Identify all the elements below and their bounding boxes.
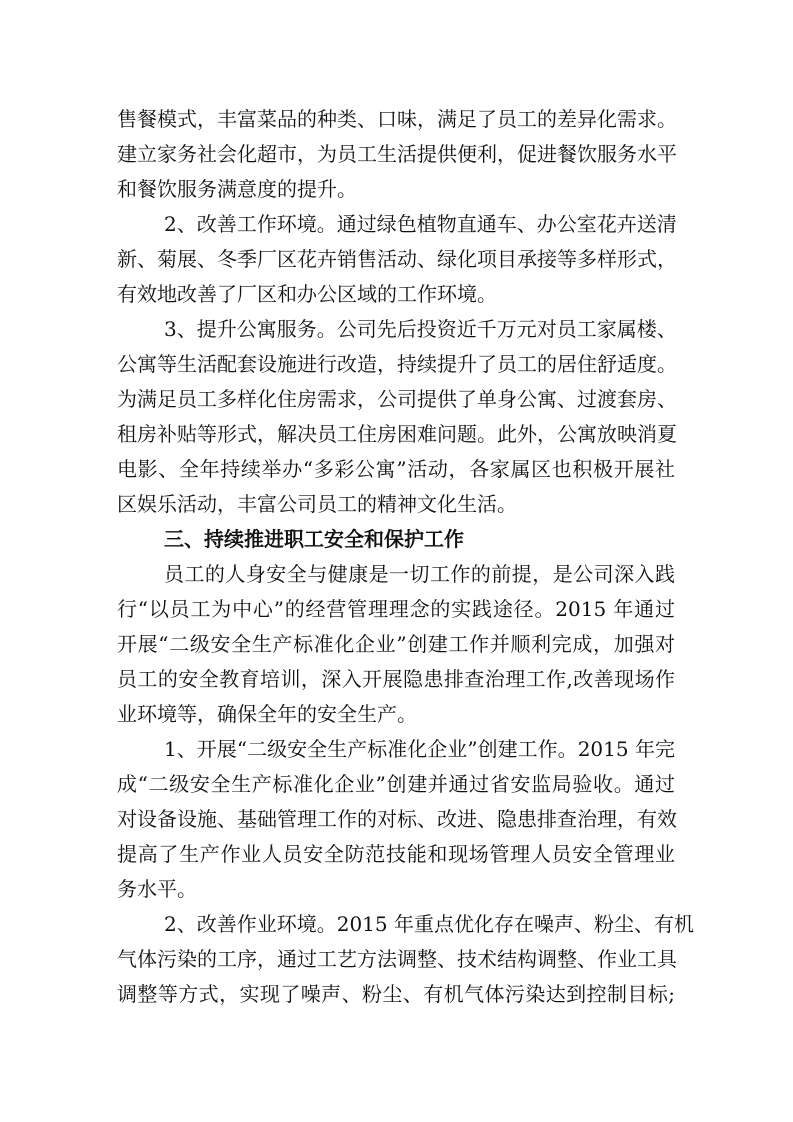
- text-line: 为满足员工多样化住房需求，公司提供了单身公寓、过渡套房、: [117, 387, 677, 411]
- text-line: 公寓等生活配套设施进行改造，持续提升了员工的居住舒适度。: [117, 352, 677, 376]
- paragraph-safety-intro: [117, 557, 675, 732]
- document-page: [117, 102, 694, 1012]
- text-line: 电影、全年持续举办“多彩公寓”活动，各家属区也积极开展社: [117, 457, 675, 481]
- text-line: 有效地改善了厂区和办公区域的工作环境。: [117, 282, 497, 306]
- text-line: 对设备设施、基础管理工作的对标、改进、隐患排查治理，有效: [117, 807, 677, 831]
- paragraph-operating-environment: [117, 907, 694, 1012]
- text-line: 和餐饮服务满意度的提升。: [117, 177, 357, 201]
- text-line: 员工的人身安全与健康是一切工作的前提，是公司深入践: [164, 562, 675, 586]
- text-line: 3、提升公寓服务。公司先后投资近千万元对员工家属楼、: [164, 317, 677, 341]
- text-line: 务水平。: [117, 877, 197, 901]
- section-heading-safety: [117, 522, 675, 557]
- paragraph-apartment-service: [117, 312, 675, 522]
- text-line: 新、菊展、冬季厂区花卉销售活动、绿化项目承接等多样形式，: [117, 247, 677, 271]
- text-line: 建立家务社会化超市，为员工生活提供便利，促进餐饮服务水平: [117, 142, 677, 166]
- text-line: 气体污染的工序，通过工艺方法调整、技术结构调整、作业工具: [117, 947, 677, 971]
- text-line: 售餐模式，丰富菜品的种类、口味，满足了员工的差异化需求。: [117, 107, 677, 131]
- text-line: 员工的安全教育培训，深入开展隐患排查治理工作,改善现场作: [117, 667, 675, 691]
- text-line: 开展“二级安全生产标准化企业”创建工作并顺利完成，加强对: [117, 632, 675, 656]
- section-heading: 三、持续推进职工安全和保护工作: [164, 527, 464, 551]
- text-line: 区娱乐活动，丰富公司员工的精神文化生活。: [117, 492, 517, 516]
- text-line: 租房补贴等形式，解决员工住房困难问题。此外，公寓放映消夏: [117, 422, 677, 446]
- paragraph-work-environment: [117, 207, 675, 312]
- text-line: 成“二级安全生产标准化企业”创建并通过省安监局验收。通过: [117, 772, 675, 796]
- text-line: 1、开展“二级安全生产标准化企业”创建工作。2015 年完: [164, 737, 675, 761]
- paragraph-safety-standardization: [117, 732, 675, 907]
- text-line: 2、改善作业环境。2015 年重点优化存在噪声、粉尘、有机: [164, 912, 694, 936]
- paragraph-canteen-continuation: [117, 102, 675, 207]
- text-line: 调整等方式，实现了噪声、粉尘、有机气体污染达到控制目标;: [117, 982, 675, 1006]
- text-line: 行“以员工为中心”的经营管理理念的实践途径。2015 年通过: [117, 597, 675, 621]
- text-line: 提高了生产作业人员安全防范技能和现场管理人员安全管理业: [117, 842, 675, 866]
- text-line: 业环境等，确保全年的安全生产。: [117, 702, 417, 726]
- text-line: 2、改善工作环境。通过绿色植物直通车、办公室花卉送清: [164, 212, 677, 236]
